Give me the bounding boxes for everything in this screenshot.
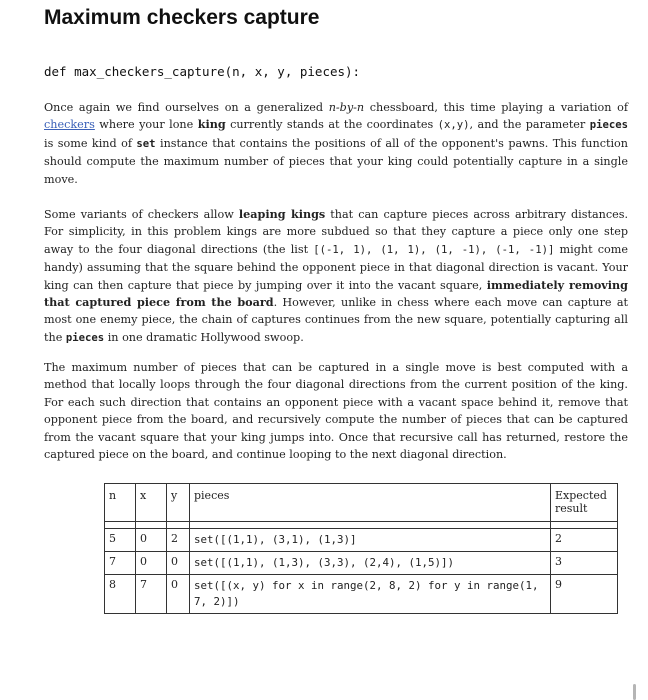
cell-x: 0 (136, 529, 167, 552)
page-title: Maximum checkers capture (44, 6, 320, 29)
directions-list-code: [(-1, 1), (1, 1), (1, -1), (-1, -1)] (313, 243, 555, 256)
paragraph-intro: Once again we find ourselves on a generalized n-by-n chessboard, this time playing a variation of checkers where your lone king currently stands at the coordinates (x,y), and the parameter pieces is some kind of set instance that contains the positions of all of the opponent's pawns. This function should compute the maximum number of pieces that your king could potentially capture in a single move. (44, 101, 628, 186)
table-row (105, 575, 618, 614)
cell-result: 9 (551, 575, 618, 614)
pieces-code: pieces (589, 119, 628, 132)
header-x: x (136, 484, 167, 522)
header-n: n (105, 484, 136, 522)
paragraph-method: The maximum number of pieces that can be captured in a single move is best computed with a method that locally loops through the four diagonal directions from the current position of the king. For each such direction that contains an opponent piece with a vacant space behind it, remove that opponent piece from the board, and recursively compute the number of pieces that can be captured from the vacant square that your king jumps into. Once that recursive call has returned, restore the captured piece on the board, and continue looping to the next diagonal direction. (44, 361, 628, 462)
table-row (105, 552, 618, 575)
function-signature: def max_checkers_capture(n, x, y, pieces): (44, 64, 361, 79)
leaping-kings-term: leaping kings (238, 207, 326, 221)
header-expected-result: Expected result (551, 484, 618, 522)
cell-x: 0 (136, 552, 167, 575)
set-code: set (136, 137, 156, 150)
n-by-n-term: n-by-n (328, 101, 365, 114)
cell-result: 3 (551, 552, 618, 575)
header-y: y (167, 484, 190, 522)
king-term: king (197, 117, 226, 132)
cell-n: 8 (105, 575, 136, 614)
cell-y: 2 (167, 529, 190, 552)
cell-y: 0 (167, 575, 190, 614)
cell-result: 2 (551, 529, 618, 552)
removing-captured-term: immediately removing that captured piece from the board (44, 277, 628, 310)
cell-n: 7 (105, 552, 136, 575)
cell-pieces: set([(1,1), (3,1), (1,3)] (190, 529, 551, 552)
table-header-row (105, 484, 618, 522)
cell-n: 5 (105, 529, 136, 552)
checkers-link[interactable]: checkers (44, 118, 95, 132)
pieces-code-2: pieces (65, 331, 105, 344)
scrollbar-thumb[interactable] (633, 684, 636, 700)
header-pieces: pieces (190, 484, 551, 522)
cell-y: 0 (167, 552, 190, 575)
xy-code: (x,y) (437, 119, 470, 132)
cell-x: 7 (136, 575, 167, 614)
paragraph-rules: Some variants of checkers allow leaping kings that can capture pieces across arbitrary distances. For simplicity, in this problem kings are more subdued so that they capture a piece only one step away to the four diagonal directions (the list [(-1, 1), (1, 1), (1, -1), (-1, -1)] might come handy) assuming that the square behind the opponent piece in that diagonal direction is vacant. Your king can then capture that piece by jumping over it into the vacant square, immediately removing that captured piece from the board. However, unlike in chess where each move can capture at most one enemy piece, the chain of captures continues from the new square, potentially capturing all the pieces in one dramatic Hollywood swoop. (44, 207, 629, 344)
cell-pieces: set([(1,1), (1,3), (3,3), (2,4), (1,5)]) (190, 552, 551, 575)
examples-table (104, 483, 618, 614)
cell-pieces: set([(x, y) for x in range(2, 8, 2) for y in range(1, 7, 2)]) (190, 575, 551, 614)
table-row (105, 529, 618, 552)
